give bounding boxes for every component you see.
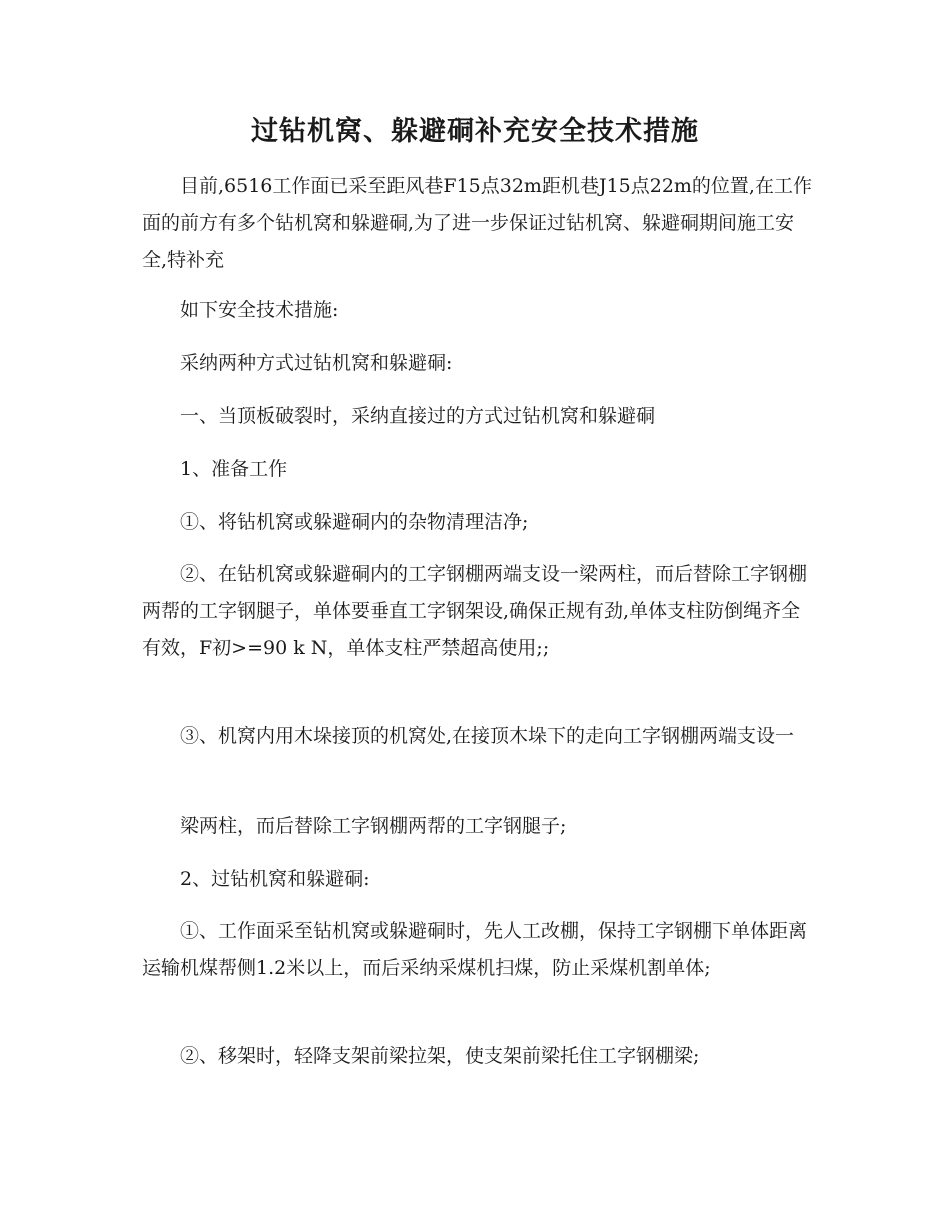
list-item-1-2-1: ①、工作面采至钻机窝或躲避硐时，先人工改棚，保持工字钢棚下单体距离运输机煤帮侧1.2米以上，而后采纳采煤机扫煤，防止采煤机割单体; bbox=[142, 920, 808, 979]
list-item-1-2-2: ②、移架时，轻降支架前梁拉架，使支架前梁托住工字钢棚梁; bbox=[142, 1045, 700, 1067]
paragraph-measures-lead: 如下安全技术措施: bbox=[142, 299, 339, 321]
subsection-heading-1-2: 2、过钻机窝和躲避硐: bbox=[142, 868, 370, 890]
paragraph-two-methods: 采纳两种方式过钻机窝和躲避硐: bbox=[142, 352, 453, 374]
subsection-heading-1-1: 1、准备工作 bbox=[142, 458, 288, 480]
list-item-1-1-3: ③、机窝内用木垛接顶的机窝处,在接顶木垛下的走向工字钢棚两端支设一 bbox=[142, 725, 795, 747]
list-item-1-1-2: ②、在钻机窝或躲避硐内的工字钢棚两端支设一梁两柱，而后替除工字钢棚两帮的工字钢腿子，单体要垂直工字钢架设,确保正规有劲,单体支柱防倒绳齐全有效，F初>=90 k N，单体支柱严禁超高使用;; bbox=[142, 563, 808, 659]
list-item-1-1-1: ①、将钻机窝或躲避硐内的杂物清理洁净; bbox=[142, 511, 529, 533]
paragraph-intro: 目前,6516工作面已采至距风巷F15点32m距机巷J15点22m的位置,在工作面的前方有多个钻机窝和躲避硐,为了进一步保证过钻机窝、躲避硐期间施工安全,特补充 bbox=[142, 175, 812, 271]
paragraph-continuation: 梁两柱，而后替除工字钢棚两帮的工字钢腿子; bbox=[142, 815, 567, 837]
section-heading-1: 一、当顶板破裂时，采纳直接过的方式过钻机窝和躲避硐 bbox=[142, 405, 656, 427]
document-title: 过钻机窝、躲避硐补充安全技术措施 bbox=[251, 116, 699, 147]
